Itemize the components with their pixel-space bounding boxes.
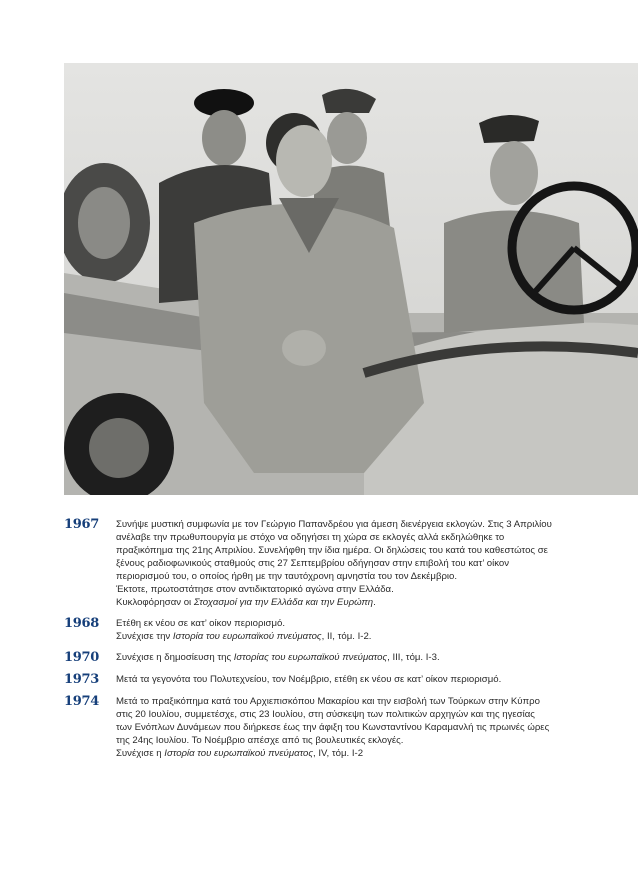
text-segment: της 24ης Ιουλίου. Το Νοέμβριο απέσχε από τις βουλευτικές εκλογές. <box>116 735 404 746</box>
text-line <box>116 721 584 734</box>
text-segment: των Ενόπλων Δυνάμεων που διήρκεσε έως την άφιξη του Κωνσταντίνου Καραμανλή τις πρωινές ώρες <box>116 722 550 733</box>
timeline-entry <box>64 673 584 687</box>
text-segment: πραξικόπημα της 21ης Απριλίου. Συνελήφθη την ίδια ημέρα. Οι δηλώσεις του κατά του καθεστώτος σε <box>116 545 548 556</box>
text-line <box>116 544 584 557</box>
text-line <box>116 596 584 609</box>
text-line <box>116 651 584 664</box>
text-segment: . <box>373 597 376 608</box>
italic-title: Ιστορία του ευρωπαϊκού πνεύματος <box>164 748 314 759</box>
text-segment: Μετά τα γεγονότα του Πολυτεχνείου, τον Νοέμβριο, ετέθη εκ νέου σε κατ’ οίκον περιορισμό. <box>116 674 502 685</box>
text-segment: Ετέθη εκ νέου σε κατ’ οίκον περιορισμό. <box>116 618 285 629</box>
text-segment: περιορισμού του, ο οποίος ήρθη με την ταυτόχρονη αμνηστία του τον Δεκέμβριο. <box>116 571 458 582</box>
text-line <box>116 557 584 570</box>
timeline-entry <box>64 651 584 665</box>
photo-icon <box>64 63 638 495</box>
timeline-entry <box>64 518 584 609</box>
text-line <box>116 695 584 708</box>
text-segment: Συνέχισε η <box>116 748 165 759</box>
text-segment: , ΙΙΙ, τόμ. Ι-3. <box>387 652 440 663</box>
timeline-year: 1970 <box>64 650 99 665</box>
text-segment: ξένους ραδιοφωνικούς σταθμούς στις 27 Σεπτεμβρίου οδήγησαν στην επιβολή του κατ’ οίκον <box>116 558 510 569</box>
text-segment: στις 20 Ιουλίου, συμμετέσχε, στις 23 Ιουλίου, στη σύσκεψη των πολιτικών αρχηγών και της ηγεσίας <box>116 709 535 720</box>
historical-jeep-photo <box>64 63 638 495</box>
timeline-text <box>104 673 584 686</box>
text-segment: Συνέχισε η δημοσίευση της <box>116 652 234 663</box>
text-line <box>116 708 584 721</box>
italic-title: Ιστορίας του ευρωπαϊκού πνεύματος <box>233 652 388 663</box>
text-segment: , IV, τόμ. Ι-2 <box>313 748 364 759</box>
timeline-year: 1968 <box>64 616 99 631</box>
timeline-text <box>104 518 584 609</box>
timeline-text <box>104 695 584 760</box>
italic-title: Ιστορία του ευρωπαϊκού πνεύματος <box>172 631 322 642</box>
timeline-year: 1967 <box>64 517 99 532</box>
timeline <box>64 518 584 768</box>
text-segment: Έκτοτε, πρωτοστάτησε στον αντιδικτατορικό αγώνα στην Ελλάδα. <box>116 584 394 595</box>
text-line <box>116 630 584 643</box>
text-segment: Συνήψε μυστική συμφωνία με τον Γεώργιο Παπανδρέου για άμεση διενέργεια εκλογών. Στις 3 Απριλίου <box>116 519 552 530</box>
timeline-entry <box>64 617 584 643</box>
text-segment: Μετά το πραξικόπημα κατά του Αρχιεπισκόπου Μακαρίου και την εισβολή των Τούρκων στην Κύπρο <box>116 696 540 707</box>
text-line <box>116 617 584 630</box>
text-line <box>116 531 584 544</box>
text-line <box>116 570 584 583</box>
text-line <box>116 734 584 747</box>
italic-title: Στοχασμοί για την Ελλάδα και την Ευρώπη <box>193 597 374 608</box>
text-line <box>116 673 584 686</box>
text-segment: Κυκλοφόρησαν οι <box>116 597 194 608</box>
text-line <box>116 583 584 596</box>
timeline-entry <box>64 695 584 760</box>
text-line <box>116 518 584 531</box>
timeline-year: 1973 <box>64 672 99 687</box>
text-line <box>116 747 584 760</box>
timeline-text <box>104 651 584 664</box>
text-segment: , ΙΙ, τόμ. Ι-2. <box>321 631 372 642</box>
timeline-year: 1974 <box>64 694 99 709</box>
text-segment: ανέλαβε την πρωθυπουργία με στόχο να οδηγήσει τη χώρα σε εκλογές αλλά εκδηλώθηκε το <box>116 532 505 543</box>
text-segment: Συνέχισε την <box>116 631 173 642</box>
timeline-text <box>104 617 584 643</box>
